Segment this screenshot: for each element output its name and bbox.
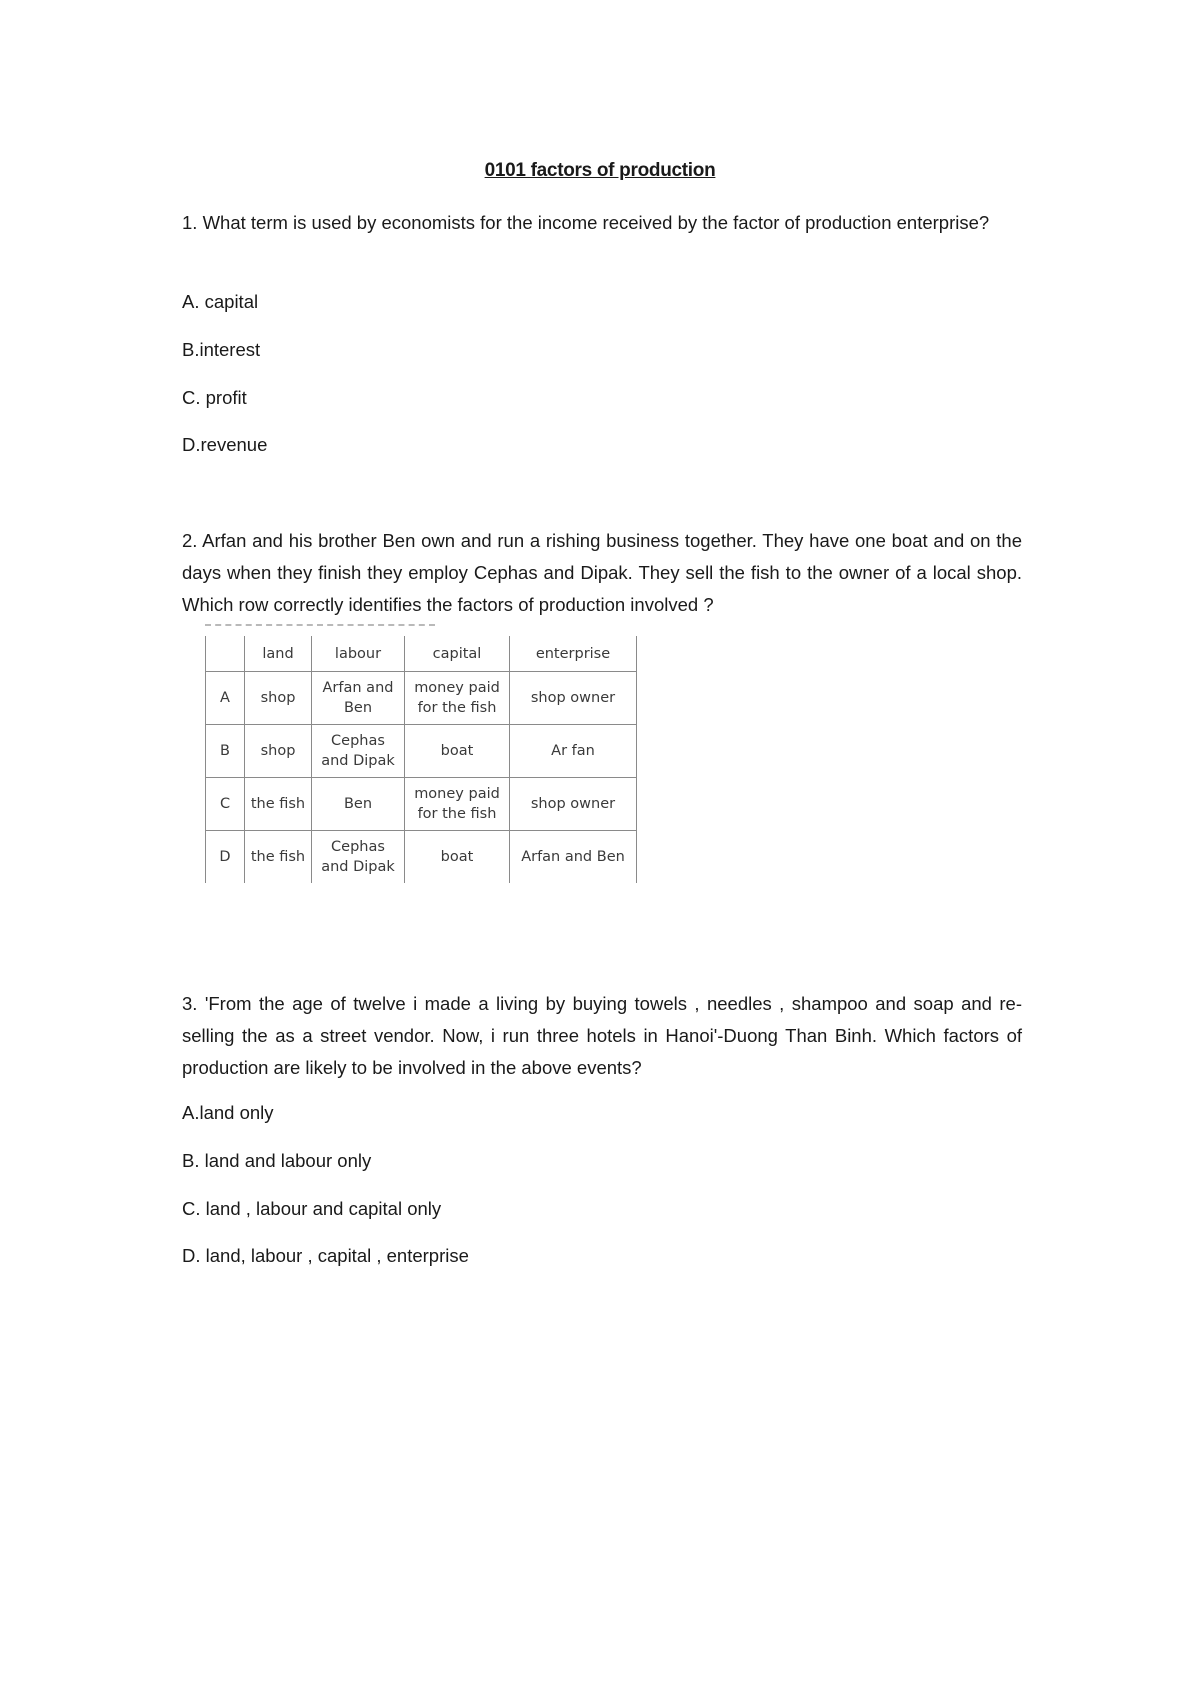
table-cell: shop	[245, 672, 312, 725]
question-3-option-d: D. land, labour , capital , enterprise	[182, 1245, 469, 1266]
table-header-cell: capital	[405, 636, 510, 672]
table-row	[206, 725, 637, 778]
question-3-option-c: C. land , labour and capital only	[182, 1198, 442, 1219]
table-header-cell	[206, 636, 245, 672]
table-header-cell: enterprise	[510, 636, 637, 672]
factors-table-image	[205, 636, 705, 898]
table-cell: B	[206, 725, 245, 778]
table-cell: Arfan and Ben	[510, 831, 637, 884]
table-cell: the fish	[245, 778, 312, 831]
table-cell: shop owner	[510, 778, 637, 831]
question-3-option-a: A.land only	[182, 1102, 274, 1123]
table-cell: Cephas and Dipak	[312, 725, 405, 778]
table-header-row	[206, 636, 637, 672]
table-cell: boat	[405, 831, 510, 884]
question-2-text: 2. Arfan and his brother Ben own and run a rishing business together. They have one boat and on the days when they finish they employ Cephas and Dipak. They sell the fish to the owner of a local shop. Which row correctly identifies the factors of production involved ?	[182, 530, 1022, 615]
question-3-text: 3. 'From the age of twelve i made a living by buying towels , needles , shampoo and soap and re-selling the as a street vendor. Now, i run three hotels in Hanoi'-Duong Than Binh. Which factors of production are likely to be involved in the above events?	[182, 993, 1022, 1078]
table-cell: shop	[245, 725, 312, 778]
table-cell: A	[206, 672, 245, 725]
factors-table	[205, 636, 637, 883]
table-row	[206, 778, 637, 831]
question-1-option-a: A. capital	[182, 291, 259, 312]
table-row	[206, 672, 637, 725]
table-cell: the fish	[245, 831, 312, 884]
question-1-option-d: D.revenue	[182, 434, 268, 455]
table-cell: Arfan and Ben	[312, 672, 405, 725]
question-1-text: 1. What term is used by economists for the income received by the factor of production enterprise?	[182, 212, 990, 233]
table-cell: Cephas and Dipak	[312, 831, 405, 884]
table-row	[206, 831, 637, 884]
table-cell: shop owner	[510, 672, 637, 725]
table-cell: money paid for the fish	[405, 672, 510, 725]
question-3-option-b: B. land and labour only	[182, 1150, 372, 1171]
table-cell: C	[206, 778, 245, 831]
question-1-option-b: B.interest	[182, 339, 261, 360]
table-cell: boat	[405, 725, 510, 778]
table-cell: Ar fan	[510, 725, 637, 778]
table-cell: D	[206, 831, 245, 884]
table-cell: Ben	[312, 778, 405, 831]
table-header-cell: labour	[312, 636, 405, 672]
cropped-text-remnant	[205, 624, 435, 632]
table-header-cell: land	[245, 636, 312, 672]
question-1-option-c: C. profit	[182, 387, 247, 408]
page-title: 0101 factors of production	[484, 160, 716, 181]
table-cell: money paid for the fish	[405, 778, 510, 831]
